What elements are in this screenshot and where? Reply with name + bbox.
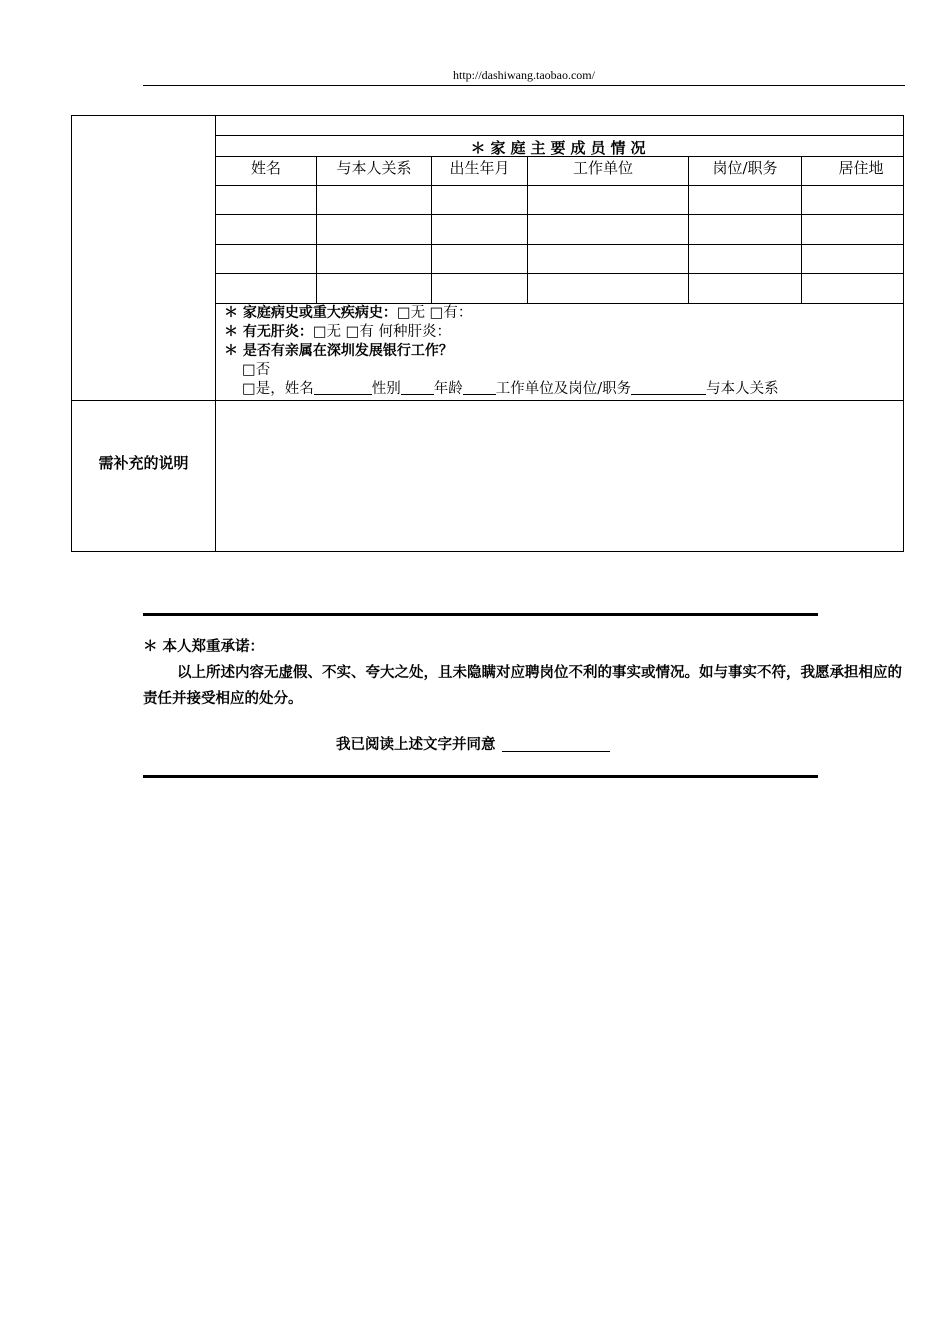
top-blank-row-rule (215, 135, 903, 136)
relative-gender-blank[interactable] (401, 380, 434, 395)
family-info-form (71, 115, 904, 552)
header-rule (143, 85, 905, 86)
hepatitis-options[interactable]: □无 □有 何种肝炎： (312, 324, 451, 340)
family-history-options[interactable]: □无 □有： (396, 305, 473, 321)
table-row (215, 244, 903, 245)
table-row (215, 273, 903, 274)
relative-option-yes[interactable]: □是，姓名 (242, 381, 314, 397)
column-header-residence: 居住地 (838, 159, 884, 177)
family-section-title: ＊家庭主要成员情况 (470, 139, 651, 157)
signature-blank[interactable] (502, 737, 610, 752)
promise-top-rule (143, 613, 818, 616)
column-header-position: 岗位/职务 (712, 159, 778, 177)
relative-age-label: 年龄 (433, 381, 463, 397)
relative-question: ＊ 是否有亲属在深圳发展银行工作？ (224, 343, 453, 359)
relative-gender-label: 性别 (371, 381, 401, 397)
column-divider (431, 156, 432, 303)
extra-notes-field[interactable] (216, 401, 903, 551)
extra-notes-label: 需补充的说明 (98, 454, 189, 472)
agree-text: 我已阅读上述文字并同意 (336, 737, 496, 753)
table-row (215, 214, 903, 215)
column-divider (688, 156, 689, 303)
column-header-name: 姓名 (250, 159, 281, 177)
hepatitis-question: ＊ 有无肝炎： (224, 324, 313, 340)
relative-unit-blank[interactable] (631, 380, 706, 395)
relative-option-no[interactable]: □否 (242, 362, 271, 378)
column-divider (801, 156, 802, 303)
family-notes (224, 304, 894, 399)
family-history-question: ＊ 家庭病史或重大疾病史： (224, 305, 397, 321)
column-header-birth: 出生年月 (449, 159, 510, 177)
column-divider (527, 156, 528, 303)
relative-option-yes-line (224, 380, 894, 399)
promise-heading: ＊ 本人郑重承诺： (143, 639, 265, 655)
column-header-relation: 与本人关系 (336, 159, 412, 177)
agree-line (336, 733, 610, 754)
promise-bottom-rule (143, 775, 818, 778)
header-row-rule (215, 185, 903, 186)
hepatitis-line (224, 323, 894, 342)
column-header-employer: 工作单位 (572, 159, 633, 177)
relative-name-blank[interactable] (314, 380, 372, 395)
promise-body: 以上所述内容无虚假、不实、夸大之处，且未隐瞒对应聘岗位不利的事实或情况。如与事实不符，我愿承担相应的责任并接受相应的处分。 (143, 665, 902, 707)
column-divider (316, 156, 317, 303)
relative-relation-label: 与本人关系 (706, 381, 779, 397)
relative-unit-label: 工作单位及岗位/职务 (495, 381, 632, 397)
promise-section (143, 634, 907, 712)
family-history-line (224, 304, 894, 323)
relative-age-blank[interactable] (463, 380, 496, 395)
header-url: http://dashiwang.taobao.com/ (453, 68, 595, 82)
